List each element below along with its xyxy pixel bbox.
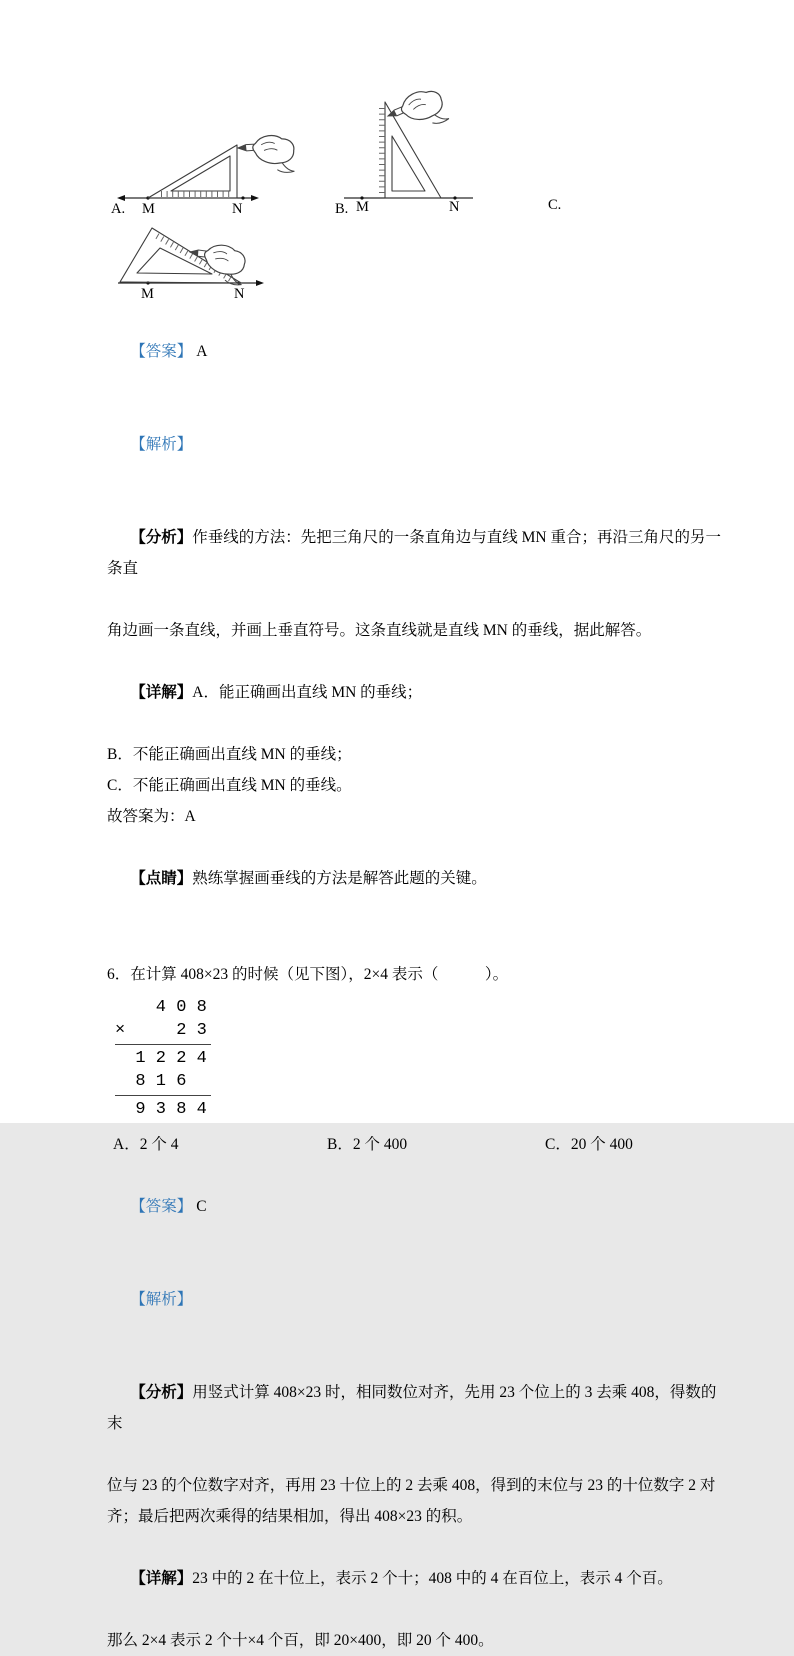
answer-analysis-column xyxy=(107,305,727,1656)
q5-xiangjie-line-4: 故答案为：A xyxy=(107,808,196,825)
xiangjie-label: 【详解】 xyxy=(130,1570,193,1587)
option-b-letter: B. xyxy=(335,201,349,217)
option-a-letter: A. xyxy=(111,201,126,217)
label-n: N xyxy=(232,201,243,217)
calc-multiplier: × 2 3 xyxy=(115,1021,207,1040)
q5-jiexi-line xyxy=(107,398,727,491)
q5-xiangjie-line-2: B．不能正确画出直线 MN 的垂线； xyxy=(107,746,352,763)
option-c-letter: C. xyxy=(548,197,562,213)
fenxi-text: 作垂线的方法：先把三角尺的一条直角边与直线 MN 重合；再沿三角尺的另一条直 xyxy=(107,529,721,577)
set-square-inner xyxy=(392,136,425,191)
vertical-multiplication xyxy=(115,996,214,1121)
arrow-right-icon xyxy=(256,280,264,286)
q6-stem: 6．在计算 408×23 的时候（见下图），2×4 表示（ ）。 xyxy=(107,966,509,983)
xiangjie-text: A．能正确画出直线 MN 的垂线； xyxy=(192,684,423,701)
q5-fenxi-line-2: 角边画一条直线，并画上垂直符号。这条直线就是直线 MN 的垂线，据此解答。 xyxy=(107,622,652,639)
dianjing-text: 熟练掌握画垂线的方法是解答此题的关键。 xyxy=(192,870,487,887)
set-square-inner xyxy=(171,156,230,191)
q5-xiangjie-line-1 xyxy=(107,646,727,739)
arrow-right-icon xyxy=(251,195,259,201)
q6-fenxi-line-2: 位与 23 的个位数字对齐，再用 23 十位上的 2 去乘 408，得到的末位与 23 的十位数字 2 对 xyxy=(107,1477,716,1494)
set-square-outer xyxy=(148,145,237,198)
q5-figure-area xyxy=(0,0,794,315)
q6-options-row xyxy=(107,1129,727,1160)
calc-product: 9 3 8 4 xyxy=(115,1100,207,1119)
option-c: C．20 个 400 xyxy=(545,1136,633,1153)
hand-pencil-icon xyxy=(385,88,449,130)
option-a: A．2 个 4 xyxy=(113,1136,179,1153)
q5-answer-line xyxy=(107,305,727,398)
fenxi-text: 用竖式计算 408×23 时，相同数位对齐，先用 23 个位上的 3 去乘 408，得数的末 xyxy=(107,1384,717,1432)
hand-pencil-icon xyxy=(235,129,301,174)
q6-xiangjie-line-1 xyxy=(107,1532,727,1625)
calc-rule-2 xyxy=(115,1095,211,1096)
fenxi-label: 【分析】 xyxy=(130,529,193,546)
jiexi-label: 【解析】 xyxy=(130,1291,193,1308)
answer-value: C xyxy=(196,1198,207,1215)
xiangjie-label: 【详解】 xyxy=(130,684,193,701)
option-b: B．2 个 400 xyxy=(327,1136,408,1153)
label-n: N xyxy=(234,286,245,302)
xiangjie-text: 23 中的 2 在十位上，表示 2 个十；408 中的 4 在百位上，表示 4 个百。 xyxy=(192,1570,673,1587)
option-a-figure xyxy=(103,130,308,218)
dianjing-label: 【点睛】 xyxy=(130,870,193,887)
label-m: M xyxy=(142,201,155,217)
point-n xyxy=(241,196,244,199)
q5-dianjing-line xyxy=(107,832,727,925)
q6-fenxi-line-3: 齐；最后把两次乘得的结果相加，得出 408×23 的积。 xyxy=(107,1508,473,1525)
q6-jiexi-line xyxy=(107,1253,727,1346)
answer-label: 【答案】 xyxy=(130,343,193,360)
q6-xiangjie-line-2: 那么 2×4 表示 2 个十×4 个百，即 20×400，即 20 个 400。 xyxy=(107,1632,494,1649)
calc-rule-1 xyxy=(115,1044,211,1045)
jiexi-label: 【解析】 xyxy=(130,436,193,453)
label-n: N xyxy=(449,199,460,215)
answer-label: 【答案】 xyxy=(130,1198,193,1215)
calc-partial-1: 1 2 2 4 xyxy=(115,1049,207,1068)
q6-fenxi-line-1 xyxy=(107,1346,727,1470)
q5-xiangjie-line-3: C．不能正确画出直线 MN 的垂线。 xyxy=(107,777,352,794)
q6-answer-line xyxy=(107,1160,727,1253)
calc-partial-2: 8 1 6 xyxy=(115,1072,187,1091)
answer-value: A xyxy=(196,343,208,360)
calc-multiplicand: 4 0 8 xyxy=(115,998,207,1017)
option-c-figure xyxy=(108,220,278,315)
fenxi-label: 【分析】 xyxy=(130,1384,193,1401)
label-m: M xyxy=(356,199,369,215)
label-m: M xyxy=(141,286,154,302)
q5-fenxi-line-1 xyxy=(107,491,727,615)
option-b-figure xyxy=(328,92,503,218)
